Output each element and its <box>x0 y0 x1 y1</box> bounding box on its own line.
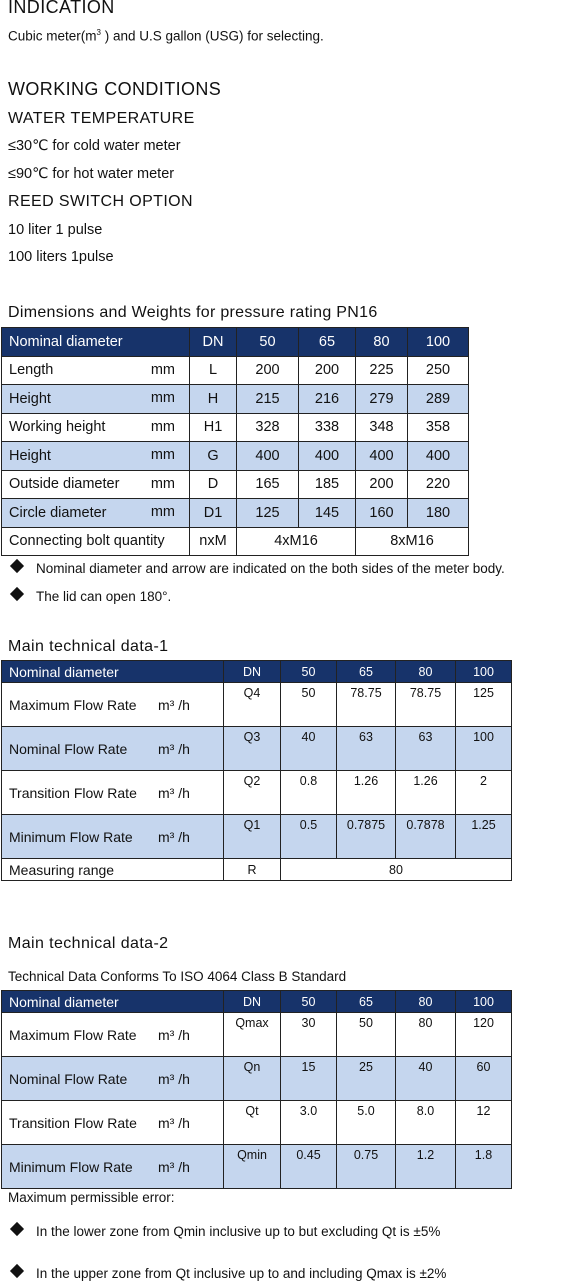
range-value: 80 <box>281 859 512 881</box>
table-row <box>2 1057 512 1101</box>
cold-water-line: ≤30℃ for cold water meter <box>8 138 181 154</box>
header-cell: DN <box>190 328 237 357</box>
table-cell: 348 <box>356 413 408 442</box>
table-cell: 250 <box>408 356 469 385</box>
indication-text-after: ) and U.S gallon (USG) for selecting. <box>100 28 324 44</box>
tech1-table <box>1 660 512 881</box>
table-cell: 63 <box>396 727 456 771</box>
table-cell: 145 <box>299 499 356 528</box>
row-label-text: Transition Flow Rate <box>9 784 137 801</box>
row-unit: mm <box>150 447 175 463</box>
reed-option-2: 100 liters 1pulse <box>8 249 114 265</box>
row-label-text: Outside diameter <box>9 476 120 493</box>
table-cell: 216 <box>299 385 356 414</box>
row-symbol: Q3 <box>224 727 281 771</box>
table-cell: 25 <box>337 1057 396 1101</box>
row-unit: m³ /h <box>158 828 190 845</box>
table-cell: 0.7875 <box>337 815 396 859</box>
row-unit: m³ /h <box>158 1158 190 1175</box>
row-symbol: Q1 <box>224 815 281 859</box>
table-header-row <box>2 991 512 1013</box>
row-symbol: Qt <box>224 1101 281 1145</box>
hot-water-line: ≤90℃ for hot water meter <box>8 166 175 182</box>
table-row <box>2 470 469 499</box>
table-row <box>2 413 469 442</box>
reed-switch-title: REED SWITCH OPTION <box>8 193 193 210</box>
row-symbol: Qmax <box>224 1013 281 1057</box>
diamond-bullet-icon <box>10 559 24 573</box>
row-label <box>2 1145 224 1189</box>
error-text: In the upper zone from Qt inclusive up to and including Qmax is ±2% <box>36 1266 447 1281</box>
row-symbol: D <box>190 470 237 499</box>
indication-text-before: Cubic meter(m <box>8 28 97 44</box>
table-row <box>2 1013 512 1057</box>
table-cell: 200 <box>356 470 408 499</box>
table-cell: 279 <box>356 385 408 414</box>
table-cell: 12 <box>456 1101 512 1145</box>
note-text: Nominal diameter and arrow are indicated on the both sides of the meter body. <box>36 561 505 576</box>
table-cell: 338 <box>299 413 356 442</box>
range-symbol: R <box>224 859 281 881</box>
bolt-label: Connecting bolt quantity <box>2 527 190 556</box>
row-unit: m³ /h <box>158 696 190 713</box>
error-item <box>12 1224 440 1239</box>
table-cell: 3.0 <box>281 1101 337 1145</box>
dimensions-title: Dimensions and Weights for pressure rating PN16 <box>8 304 378 321</box>
table-cell: 400 <box>299 442 356 471</box>
table-cell: 0.5 <box>281 815 337 859</box>
header-cell: DN <box>224 661 281 683</box>
table-row <box>2 1101 512 1145</box>
table-cell: 328 <box>237 413 299 442</box>
table-header-row <box>2 328 469 357</box>
table-cell: 289 <box>408 385 469 414</box>
table-cell: 185 <box>299 470 356 499</box>
diamond-bullet-icon <box>10 1264 24 1278</box>
table-cell: 63 <box>337 727 396 771</box>
row-label-text: Minimum Flow Rate <box>9 1158 133 1175</box>
row-symbol: L <box>190 356 237 385</box>
table-cell: 50 <box>281 683 337 727</box>
indication-text <box>8 28 324 44</box>
table-cell: 0.45 <box>281 1145 337 1189</box>
note-text: The lid can open 180°. <box>36 589 172 604</box>
table-cell: 0.8 <box>281 771 337 815</box>
row-unit: mm <box>150 361 175 378</box>
header-cell: Nominal diameter <box>2 661 224 683</box>
header-cell: Nominal diameter <box>2 328 190 357</box>
error-text: In the lower zone from Qmin inclusive up to but excluding Qt is ±5% <box>36 1224 441 1239</box>
tech2-subtitle: Technical Data Conforms To ISO 4064 Class B Standard <box>8 969 347 984</box>
table-cell: 1.26 <box>396 771 456 815</box>
table-header-row <box>2 661 512 683</box>
row-unit: m³ /h <box>158 740 190 757</box>
table-row-range <box>2 859 512 881</box>
table-row <box>2 385 469 414</box>
header-cell: 65 <box>337 991 396 1013</box>
row-symbol: G <box>190 442 237 471</box>
row-label <box>2 815 224 859</box>
table-cell: 400 <box>356 442 408 471</box>
row-label-text: Length <box>9 362 54 379</box>
error-title: Maximum permissible error: <box>8 1190 175 1205</box>
tech1-title: Main technical data-1 <box>8 638 169 655</box>
row-label <box>2 771 224 815</box>
table-row <box>2 1145 512 1189</box>
table-cell: 1.25 <box>456 815 512 859</box>
table-cell: 40 <box>281 727 337 771</box>
table-cell: 60 <box>456 1057 512 1101</box>
table-cell: 78.75 <box>396 683 456 727</box>
indication-title: INDICATION <box>8 0 115 17</box>
row-unit: m³ /h <box>158 1114 190 1131</box>
header-cell: 80 <box>356 328 408 357</box>
dimensions-table <box>1 327 469 556</box>
row-label <box>2 727 224 771</box>
table-cell: 1.8 <box>456 1145 512 1189</box>
header-cell: 50 <box>281 661 337 683</box>
row-unit: m³ /h <box>158 1026 190 1043</box>
row-label-text: Transition Flow Rate <box>9 1114 137 1131</box>
row-symbol: Qn <box>224 1057 281 1101</box>
table-cell: 120 <box>456 1013 512 1057</box>
reed-option-1: 10 liter 1 pulse <box>8 222 103 238</box>
table-cell: 1.26 <box>337 771 396 815</box>
note-item <box>12 589 171 604</box>
row-label <box>2 413 190 442</box>
table-cell: 358 <box>408 413 469 442</box>
table-cell: 8.0 <box>396 1101 456 1145</box>
row-symbol: Q2 <box>224 771 281 815</box>
header-cell: Nominal diameter <box>2 991 224 1013</box>
row-label-text: Working height <box>9 419 106 436</box>
tech2-title: Main technical data-2 <box>8 935 169 952</box>
table-cell: 220 <box>408 470 469 499</box>
table-cell: 200 <box>299 356 356 385</box>
row-label-text: Minimum Flow Rate <box>9 828 133 845</box>
table-cell: 200 <box>237 356 299 385</box>
header-cell: DN <box>224 991 281 1013</box>
table-cell: 400 <box>408 442 469 471</box>
table-cell: 30 <box>281 1013 337 1057</box>
row-label <box>2 683 224 727</box>
row-label <box>2 442 190 471</box>
diamond-bullet-icon <box>10 587 24 601</box>
row-label <box>2 470 190 499</box>
header-cell: 80 <box>396 661 456 683</box>
table-row <box>2 727 512 771</box>
table-cell: 40 <box>396 1057 456 1101</box>
row-symbol: Q4 <box>224 683 281 727</box>
error-item <box>12 1266 446 1281</box>
row-symbol: H <box>190 385 237 414</box>
table-cell: 125 <box>237 499 299 528</box>
indication-text-sup: 3 <box>96 28 101 37</box>
row-label-text: Nominal Flow Rate <box>9 1070 128 1087</box>
table-cell: 225 <box>356 356 408 385</box>
row-unit: mm <box>150 390 175 406</box>
row-symbol: Qmin <box>224 1145 281 1189</box>
row-unit: m³ /h <box>158 1070 190 1087</box>
header-cell: 65 <box>337 661 396 683</box>
table-cell: 1.2 <box>396 1145 456 1189</box>
row-label <box>2 385 190 414</box>
row-label-text: Height <box>9 390 51 407</box>
working-conditions-title: WORKING CONDITIONS <box>8 79 222 99</box>
table-row <box>2 499 469 528</box>
row-label <box>2 356 190 385</box>
table-cell: 5.0 <box>337 1101 396 1145</box>
header-cell: 65 <box>299 328 356 357</box>
row-unit: mm <box>150 475 175 492</box>
table-cell: 0.7878 <box>396 815 456 859</box>
bolt-value-b: 8xM16 <box>356 527 469 556</box>
row-label-text: Circle diameter <box>9 504 107 521</box>
bolt-symbol: nxM <box>190 527 237 556</box>
table-cell: 100 <box>456 727 512 771</box>
row-label <box>2 1013 224 1057</box>
table-cell: 160 <box>356 499 408 528</box>
table-cell: 80 <box>396 1013 456 1057</box>
header-cell: 50 <box>281 991 337 1013</box>
row-unit: mm <box>150 418 175 435</box>
table-row <box>2 683 512 727</box>
table-cell: 165 <box>237 470 299 499</box>
table-cell: 180 <box>408 499 469 528</box>
header-cell: 80 <box>396 991 456 1013</box>
row-label-text: Maximum Flow Rate <box>9 696 137 713</box>
row-label-text: Height <box>9 447 51 464</box>
row-label-text: Maximum Flow Rate <box>9 1026 137 1043</box>
table-cell: 125 <box>456 683 512 727</box>
bolt-value-a: 4xM16 <box>237 527 356 556</box>
row-unit: m³ /h <box>158 784 190 801</box>
table-row-bolt <box>2 527 469 556</box>
table-row <box>2 442 469 471</box>
header-cell: 50 <box>237 328 299 357</box>
table-cell: 215 <box>237 385 299 414</box>
row-label <box>2 499 190 528</box>
table-cell: 50 <box>337 1013 396 1057</box>
table-row <box>2 771 512 815</box>
row-label <box>2 1057 224 1101</box>
table-cell: 2 <box>456 771 512 815</box>
water-temperature-title: WATER TEMPERATURE <box>8 110 195 127</box>
table-cell: 78.75 <box>337 683 396 727</box>
diamond-bullet-icon <box>10 1222 24 1236</box>
row-symbol: H1 <box>190 413 237 442</box>
tech2-table <box>1 990 512 1189</box>
range-label: Measuring range <box>2 859 224 881</box>
table-row <box>2 815 512 859</box>
table-row <box>2 356 469 385</box>
row-symbol: D1 <box>190 499 237 528</box>
header-cell: 100 <box>456 661 512 683</box>
row-label-text: Nominal Flow Rate <box>9 740 128 757</box>
table-cell: 15 <box>281 1057 337 1101</box>
table-cell: 0.75 <box>337 1145 396 1189</box>
table-cell: 400 <box>237 442 299 471</box>
row-label <box>2 1101 224 1145</box>
header-cell: 100 <box>456 991 512 1013</box>
row-unit: mm <box>150 504 175 520</box>
note-item <box>12 561 505 576</box>
header-cell: 100 <box>408 328 469 357</box>
